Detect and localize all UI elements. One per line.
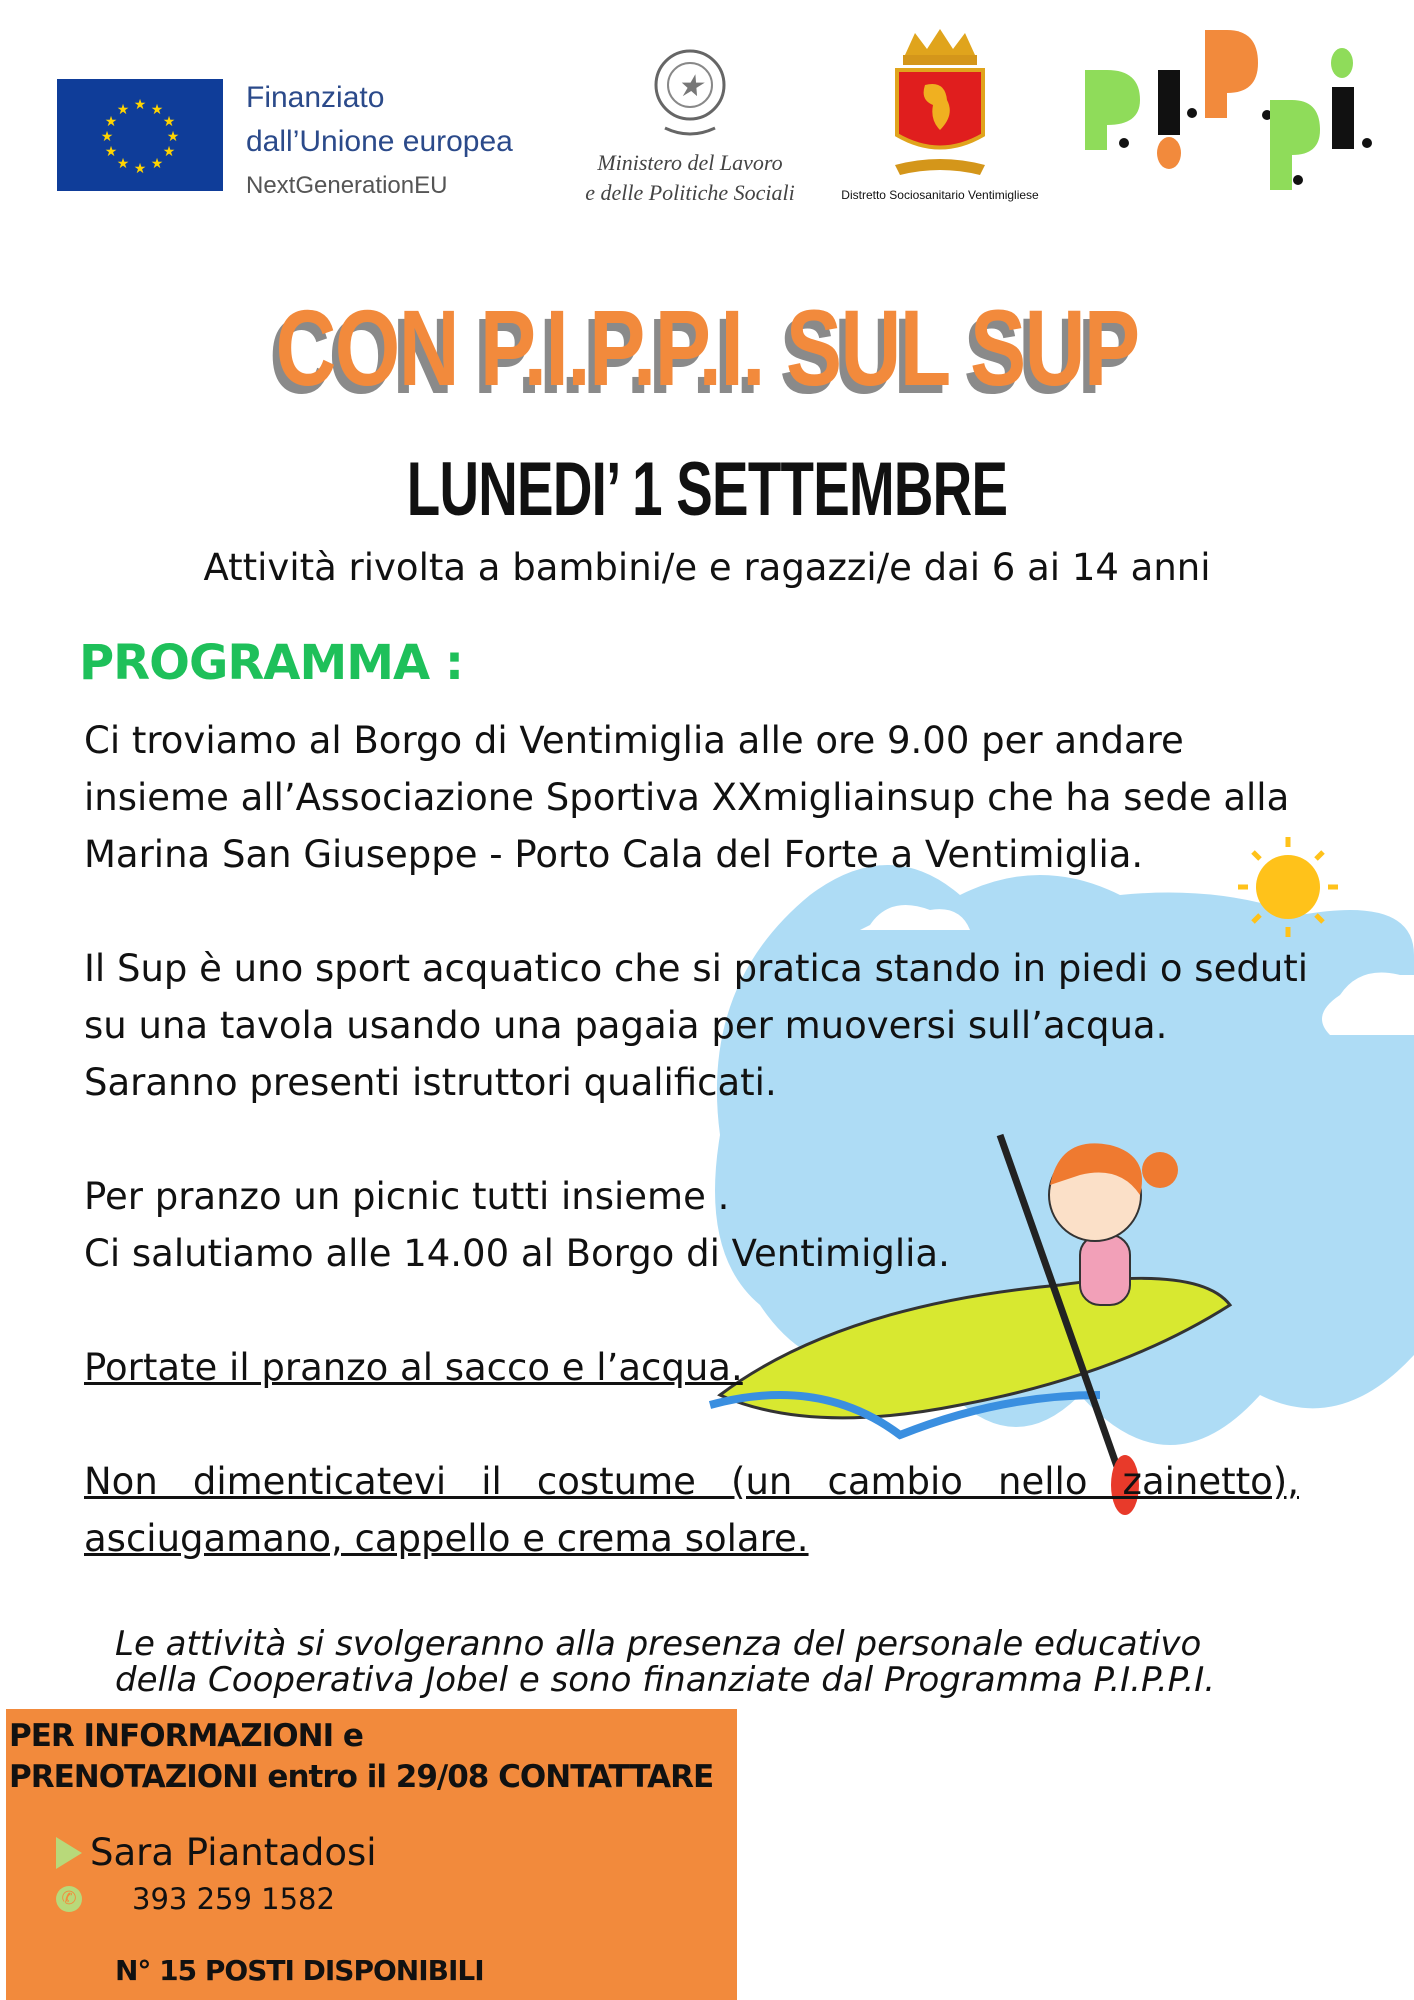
svg-text:★: ★ <box>104 144 118 160</box>
svg-text:★: ★ <box>676 70 704 103</box>
paragraph-remember: Non dimenticatevi il costume (un cambio nello zainetto), asciugamano, cappello e crema solare. <box>84 1460 1299 1560</box>
contact-phone[interactable]: 393 259 1582 <box>132 1882 335 1916</box>
svg-text:★: ★ <box>150 156 164 172</box>
available-places: N° 15 POSTI DISPONIBILI <box>115 1954 484 1987</box>
svg-text:★: ★ <box>116 156 130 172</box>
ministero-logo: ★ Ministero del Lavoro e delle Politiche Sociali <box>560 40 820 208</box>
svg-text:★: ★ <box>166 129 180 145</box>
svg-text:★: ★ <box>150 102 164 118</box>
play-triangle-icon <box>56 1837 82 1869</box>
paragraph-bring-lunch: Portate il pranzo al sacco e l’acqua. <box>84 1346 743 1389</box>
programma-body <box>84 712 1314 1624</box>
eu-flag-icon <box>57 79 223 191</box>
ventimiglia-crest-icon <box>885 25 995 185</box>
paragraph-lunch: Per pranzo un picnic tutti insieme . <box>84 1175 730 1218</box>
italian-emblem-icon <box>645 40 735 140</box>
svg-text:★: ★ <box>133 97 147 113</box>
paragraph-end: Ci salutiamo alle 14.00 al Borgo di Ventimiglia. <box>84 1232 950 1275</box>
svg-text:★: ★ <box>104 114 118 130</box>
eu-funding-text: Finanziato dall’Unione europea NextGenerationEU <box>246 81 513 199</box>
distretto-logo: Distretto Sociosanitario Ventimigliese <box>822 25 1058 202</box>
paragraph-sup-description: Il Sup è uno sport acquatico che si pratica stando in piedi o seduti su una tavola usando una pagaia per muoversi sull’acqua. Saranno presenti istruttori qualificati. <box>84 947 1309 1104</box>
svg-text:★: ★ <box>100 129 114 145</box>
page-title: CON P.I.P.P.I. SUL SUP <box>275 287 1139 408</box>
contact-phone-row <box>56 1882 335 1916</box>
event-date: LUNEDI’ 1 SETTEMBRE <box>406 447 1008 532</box>
svg-text:★: ★ <box>162 114 176 130</box>
info-heading: PER INFORMAZIONI e PRENOTAZIONI entro il 29/08 CONTATTARE <box>9 1718 714 1795</box>
svg-text:★: ★ <box>162 144 176 160</box>
svg-text:★: ★ <box>116 102 130 118</box>
paragraph-meeting: Ci troviamo al Borgo di Ventimiglia alle ore 9.00 per andare insieme all’Associazione Sportiva XXmigliainsup che ha sede alla Marina San Giuseppe - Porto Cala del Forte a Ventimiglia. <box>84 719 1290 876</box>
phone-icon: ✆ <box>56 1886 82 1912</box>
contact-name-row <box>56 1831 377 1874</box>
event-subtitle: Attività rivolta a bambini/e e ragazzi/e dai 6 ai 14 anni <box>203 546 1211 589</box>
svg-text:★: ★ <box>133 161 147 177</box>
note-text: Le attività si svolgeranno alla presenza del personale educativo della Cooperativa Jobel e sono finanziate dal Programma P.I.P.P.I. <box>115 1624 1216 1700</box>
contact-name: Sara Piantadosi <box>90 1831 377 1874</box>
programma-heading: PROGRAMMA : <box>79 635 464 691</box>
pippi-logo <box>1080 25 1380 195</box>
